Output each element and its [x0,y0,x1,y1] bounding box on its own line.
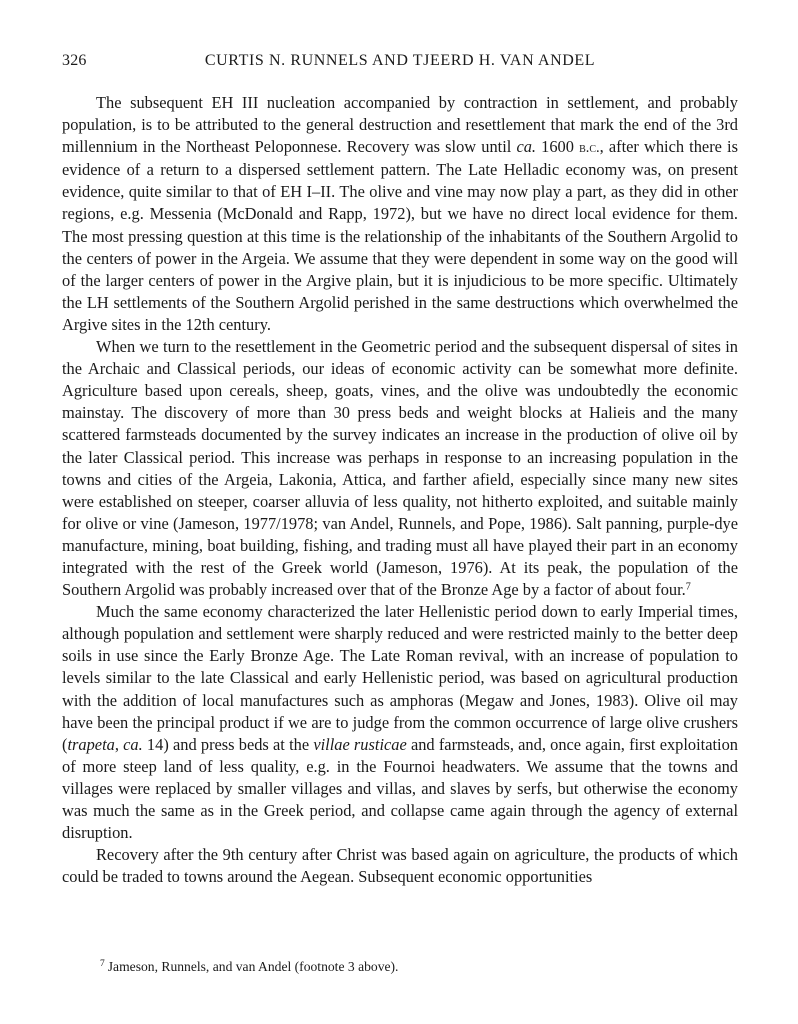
footnote-reference[interactable]: 7 [685,581,691,593]
italic-trapeta: trapeta [67,734,115,754]
body-text [62,92,738,888]
paragraph-3: Much the same economy characterized the later Hellenistic period down to early Imperial times, although population and settlement were sharply reduced and were restricted mainly to the better deep soils in use since the Early Bronze Age. The Late Roman revival, with an increase of population to levels similar to the late Classical and early Hellenistic period, was based on agricultural production with the addition of local manufactures such as amphoras (Megaw and Jones, 1983). Olive oil may have been the principal product if we are to judge from the common occurrence of large olive crushers (trapeta, ca. 14) and press beds at the villae rusticae and farmsteads, and, once again, first exploitation of more steep land of less quality, e.g. in the Fournoi headwaters. We assume that the towns and villages were replaced by smaller villages and villas, and slaves by serfs, but otherwise the economy was much the same as in the Greek period, and collapse came again through the agency of external disruption. [62,602,738,843]
italic-ca: ca. [123,734,143,754]
page-number: 326 [62,52,87,69]
italic-villae-rusticae: villae rusticae [313,734,407,754]
running-head [62,52,738,78]
running-title: CURTIS N. RUNNELS AND TJEERD H. VAN ANDEL [204,52,596,69]
page [62,52,738,888]
footnote-marker: 7 [100,958,105,969]
footnote [100,958,740,976]
italic-ca: ca. [516,137,537,157]
paragraph-4: Recovery after the 9th century after Christ was based again on agriculture, the products of which could be traded to towns around the Aegean. Subsequent economic opportunities [62,845,738,887]
paragraph-1: The subsequent EH III nucleation accompanied by contraction in settlement, and probably population, is to be attributed to the general destruction and resettlement that mark the end of the 3rd millennium in the Northeast Peloponnese. Recovery was slow until ca. 1600 b.c., after which there is evidence of a return to a dispersed settlement pattern. The Late Helladic economy was, on present evidence, quite similar to that of EH I–II. The olive and vine may now play a part, as they did in other regions, e.g. Messenia (McDonald and Rapp, 1972), but we have no direct local evidence for them. The most pressing question at this time is the relationship of the inhabitants of the Southern Argolid to the centers of power in the Argeia. We assume that they were dependent in some way on the good will of the larger centers of power in the Argive plain, but it is injudicious to be more specific. Ultimately the LH settlements of the Southern Argolid perished in the same destructions which overwhelmed the Argive sites in the 12th century. [62,93,738,334]
footnote-text: Jameson, Runnels, and van Andel (footnote 3 above). [107,959,399,974]
small-caps-bc: b.c. [579,140,600,157]
paragraph-2: When we turn to the resettlement in the Geometric period and the subsequent dispersal of sites in the Archaic and Classical periods, our ideas of economic activity can be somewhat more definite. Agriculture based upon cereals, sheep, goats, vines, and the olive was undoubtedly the economic mainstay. The discovery of more than 30 press beds and weight blocks at Halieis and the many scattered farmsteads documented by the survey indicates an increase in the production of olive oil by the later Classical period. This increase was perhaps in response to an increasing population in the towns and cities of the Argeia, Lakonia, Attica, and farther afield, especially since many new sites were established on steeper, coarser alluvia of less quality, not hitherto exploited, and suitable mainly for olive or vine (Jameson, 1977/1978; van Andel, Runnels, and Pope, 1986). Salt panning, purple-dye manufacture, mining, boat building, fishing, and trading must all have played their part in an economy integrated with the rest of the Greek world (Jameson, 1976). At its peak, the population of the Southern Argolid was probably increased over that of the Bronze Age by a factor of about four.$^7$ [62,337,738,600]
